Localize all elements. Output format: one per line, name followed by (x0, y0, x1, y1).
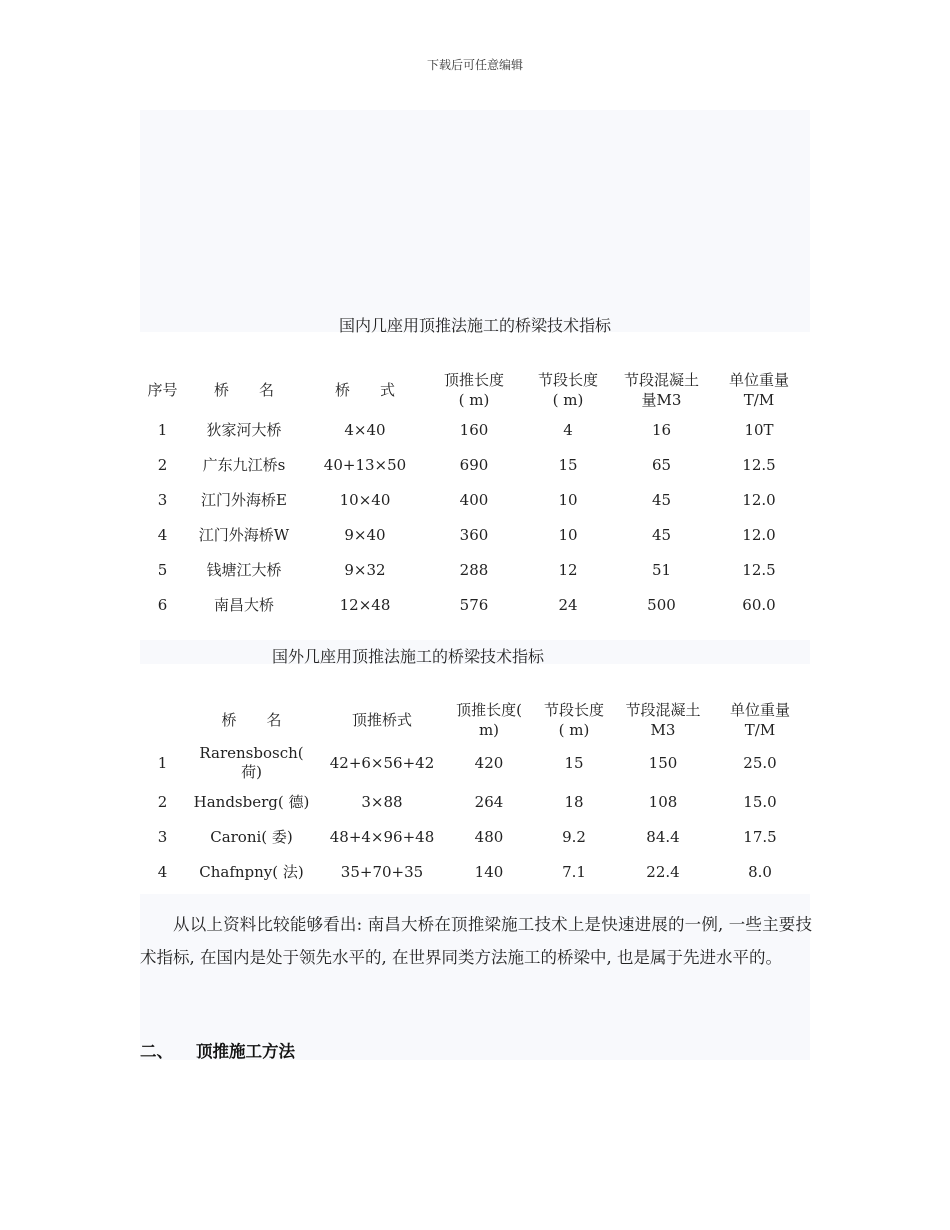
table-cell: 12.5 (742, 455, 776, 474)
table-row (140, 482, 810, 517)
column-header: 节段长度 ( m) (537, 371, 598, 409)
table-cell: 288 (459, 560, 489, 579)
table-cell: 42+6×56+42 (329, 753, 435, 772)
table-row (140, 819, 810, 854)
table-cell: 狄家河大桥 (206, 420, 282, 439)
column-header: 序号 (147, 381, 178, 399)
table-cell: 5 (157, 560, 168, 579)
table-header-row (140, 368, 810, 412)
table-cell: 140 (474, 862, 504, 881)
table-row (140, 552, 810, 587)
table-cell: 9.2 (562, 827, 586, 846)
table-cell: 60.0 (742, 595, 776, 614)
conclusion-paragraph: 从以上资料比较能够看出: 南昌大桥在顶推梁施工技术上是快速进展的一例, 一些主要技术指标, 在国内是处于领先水平的, 在世界同类方法施工的桥梁中, 也是属于先进水平的。 (140, 915, 812, 967)
table-cell: 45 (651, 490, 672, 509)
table-cell: 3 (157, 827, 168, 846)
table-cell: 6 (157, 595, 168, 614)
column-header: 桥 名 (221, 711, 282, 729)
table-cell: 9×40 (344, 525, 386, 544)
table-cell: 10×40 (339, 490, 391, 509)
table-cell: 108 (648, 792, 678, 811)
table-cell: 3 (157, 490, 168, 509)
section-title: 顶推施工方法 (196, 1042, 295, 1061)
table-cell: 480 (474, 827, 504, 846)
table-cell: 7.1 (562, 862, 586, 881)
table-cell: 12×48 (339, 595, 391, 614)
column-header: 节段混凝土 M3 (625, 701, 701, 739)
table-cell: 576 (459, 595, 489, 614)
table-cell: 4×40 (344, 420, 386, 439)
column-header: 顶推桥式 (351, 711, 412, 729)
column-header: 单位重量 T/M (729, 701, 790, 739)
table-cell: 15 (564, 753, 584, 772)
table-cell: 2 (157, 792, 168, 811)
table-cell: 12 (558, 560, 578, 579)
table-cell: 15 (558, 455, 578, 474)
table-cell: 360 (459, 525, 489, 544)
table-cell: 500 (647, 595, 676, 614)
table-cell: 25.0 (743, 753, 777, 772)
table-cell: 12.5 (742, 560, 776, 579)
table-cell: 南昌大桥 (213, 595, 274, 614)
table-row (140, 412, 810, 447)
table-row (140, 854, 810, 889)
table-cell: 35+70+35 (340, 862, 424, 881)
table-cell: 65 (651, 455, 672, 474)
table2-title: 国外几座用顶推法施工的桥梁技术指标 (272, 647, 545, 666)
table-cell: Rarensbosch( 荷) (199, 744, 304, 781)
column-header: 节段长度 ( m) (543, 701, 604, 739)
table-cell: Caroni( 委) (210, 827, 293, 846)
table-cell: 150 (648, 753, 678, 772)
table-cell: 江门外海桥E (201, 490, 287, 509)
table-cell: 4 (563, 420, 573, 439)
table-cell: 9×32 (344, 560, 386, 579)
table-cell: 3×88 (361, 792, 403, 811)
table-cell: 钱塘江大桥 (206, 560, 282, 579)
column-header: 顶推长度 ( m) (443, 371, 504, 409)
table-row (140, 517, 810, 552)
table-cell: 420 (474, 753, 504, 772)
table-cell: 4 (157, 525, 168, 544)
table-cell: 18 (564, 792, 584, 811)
table-cell: 12.0 (742, 490, 776, 509)
table-cell: 84.4 (646, 827, 680, 846)
section-heading (140, 1038, 295, 1062)
column-header: 桥 名 (213, 381, 274, 399)
table-cell: 45 (651, 525, 672, 544)
table-cell: 10 (558, 525, 578, 544)
table-cell: 17.5 (743, 827, 777, 846)
table-cell: 10T (744, 420, 774, 439)
table-cell: 264 (474, 792, 504, 811)
table-cell: 2 (157, 455, 168, 474)
column-header (140, 698, 185, 742)
table-cell: 1 (157, 420, 168, 439)
table-cell: 160 (459, 420, 489, 439)
table-cell: 22.4 (646, 862, 680, 881)
table-cell: 48+4×96+48 (329, 827, 435, 846)
table-header-row (140, 698, 810, 742)
table-row (140, 742, 810, 784)
table-row (140, 784, 810, 819)
table-cell: 16 (651, 420, 672, 439)
table-cell: 690 (459, 455, 489, 474)
column-header: 单位重量 T/M (728, 371, 789, 409)
column-header: 顶推长度( m) (456, 701, 522, 739)
table-cell: 广东九江桥s (202, 455, 286, 474)
table-cell: Chafnpny( 法) (199, 862, 304, 881)
table-cell: 51 (651, 560, 672, 579)
table-cell: 40+13×50 (323, 455, 407, 474)
table-cell: 10 (558, 490, 578, 509)
table-cell: 12.0 (742, 525, 776, 544)
table-row (140, 447, 810, 482)
table-cell: 江门外海桥W (198, 525, 290, 544)
section-number: 二、 (140, 1042, 173, 1061)
table-cell: 15.0 (743, 792, 777, 811)
table-cell: 8.0 (748, 862, 772, 881)
table-cell: 4 (157, 862, 168, 881)
table-cell: 1 (157, 753, 168, 772)
table-cell: 24 (558, 595, 578, 614)
page-band (140, 110, 810, 332)
domestic-bridge-table (140, 368, 810, 622)
table-row (140, 587, 810, 622)
header-note: 下载后可任意编辑 (426, 58, 523, 72)
foreign-bridge-table (140, 698, 810, 889)
table1-title: 国内几座用顶推法施工的桥梁技术指标 (338, 316, 611, 335)
column-header: 桥 式 (334, 381, 395, 399)
table-cell: Handsberg( 德) (193, 792, 310, 811)
column-header: 节段混凝土 量M3 (623, 371, 699, 409)
table-cell: 400 (459, 490, 489, 509)
